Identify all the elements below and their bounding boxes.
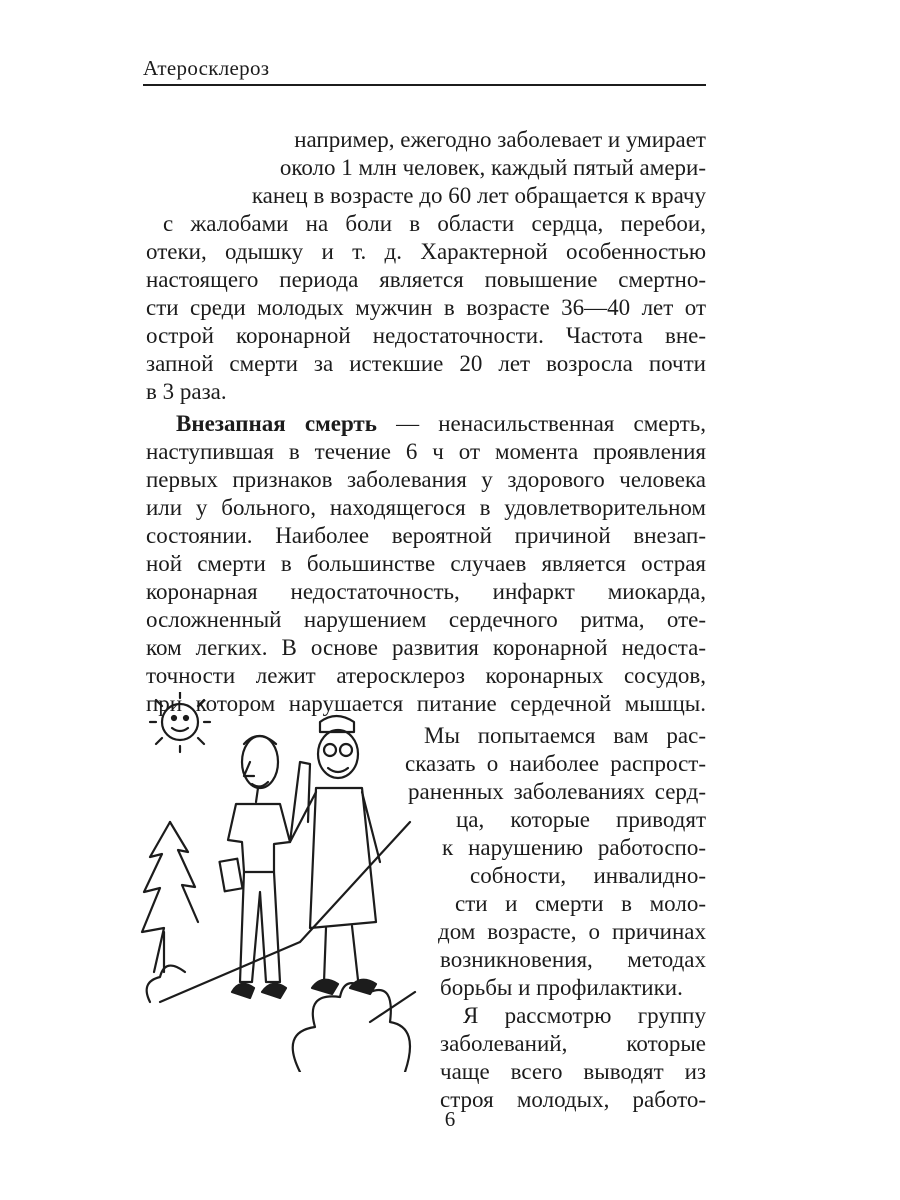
wrapped-line: собности, инвалидно- — [470, 863, 706, 888]
wrapped-line: раненных заболеваниях серд- — [408, 779, 706, 804]
text-line: острой коронарной недостаточности. Частота вне- — [146, 323, 706, 348]
text-line: коронарная недостаточность, инфаркт миокарда, — [146, 579, 706, 604]
text-line: отеки, одышку и т. д. Характерной особенностью — [146, 239, 706, 264]
text-line: например, ежегодно заболевает и умирает — [294, 127, 706, 152]
wrapped-line: борьбы и профилактики. — [440, 975, 683, 1000]
text-line: сти среди молодых мужчин в возрасте 36—40 лет от — [146, 295, 706, 320]
page-number: 6 — [444, 1107, 456, 1131]
text-line: первых признаков заболевания у здорового человека — [146, 467, 706, 492]
illustration-doctor-and-patient — [140, 692, 430, 1072]
sun-icon — [150, 692, 210, 752]
fir-tree-icon — [142, 822, 198, 972]
text-line: наступившая в течение 6 ч от момента проявления — [146, 439, 706, 464]
text-line: при котором нарушается питание сердечной мышцы. — [146, 691, 706, 716]
header-rule — [143, 84, 706, 86]
text-line: настоящего периода является повышение смертно- — [146, 267, 706, 292]
text-line: запной смерти за истекшие 20 лет возросла почти — [146, 351, 706, 376]
text-line: или у больного, находящегося в удовлетворительном — [146, 495, 706, 520]
running-header: Атеросклероз — [143, 56, 270, 80]
text-line: состоянии. Наиболее вероятной причиной внезап- — [146, 523, 706, 548]
definition-line — [176, 410, 706, 438]
wrapped-line: Мы попытаемся вам рас- — [424, 723, 706, 748]
text-line: в 3 раза. — [146, 379, 227, 404]
wrapped-line: сказать о наиболее распрост- — [405, 751, 706, 776]
doctor-figure — [290, 716, 380, 994]
text-line: около 1 млн человек, каждый пятый амери- — [279, 155, 706, 180]
wrapped-line: к нарушению работоспо- — [442, 835, 706, 860]
text-line: с жалобами на боли в области сердца, перебои, — [163, 211, 706, 236]
text-line: ной смерти в большинстве случаев является острая — [146, 551, 706, 576]
text-line: канец в возрасте до 60 лет обращается к врачу — [251, 183, 706, 208]
wrapped-line: ца, которые приводят — [456, 807, 706, 832]
text-line: ком легких. В основе развития коронарной недоста- — [146, 635, 706, 660]
wrapped-line: чаще всего выводят из — [440, 1059, 706, 1084]
patient-figure — [220, 736, 290, 998]
wrapped-line: дом возрасте, о причинах — [438, 919, 706, 944]
term-sudden-death: Внезапная смерть — [176, 411, 377, 436]
wrapped-line: сти и смерти в моло- — [455, 891, 706, 916]
road-line — [160, 822, 410, 1002]
wrapped-line: Я рассмотрю группу — [463, 1003, 706, 1028]
definition-text: — ненасильственная смерть, — [396, 411, 706, 436]
wrapped-line: строя молодых, работо- — [440, 1087, 706, 1112]
text-line: точности лежит атеросклероз коронарных сосудов, — [146, 663, 706, 688]
text-line: осложненный нарушением сердечного ритма, оте- — [146, 607, 706, 632]
wrapped-line: возникновения, методах — [440, 947, 706, 972]
wrapped-line: заболеваний, которые — [440, 1031, 706, 1056]
